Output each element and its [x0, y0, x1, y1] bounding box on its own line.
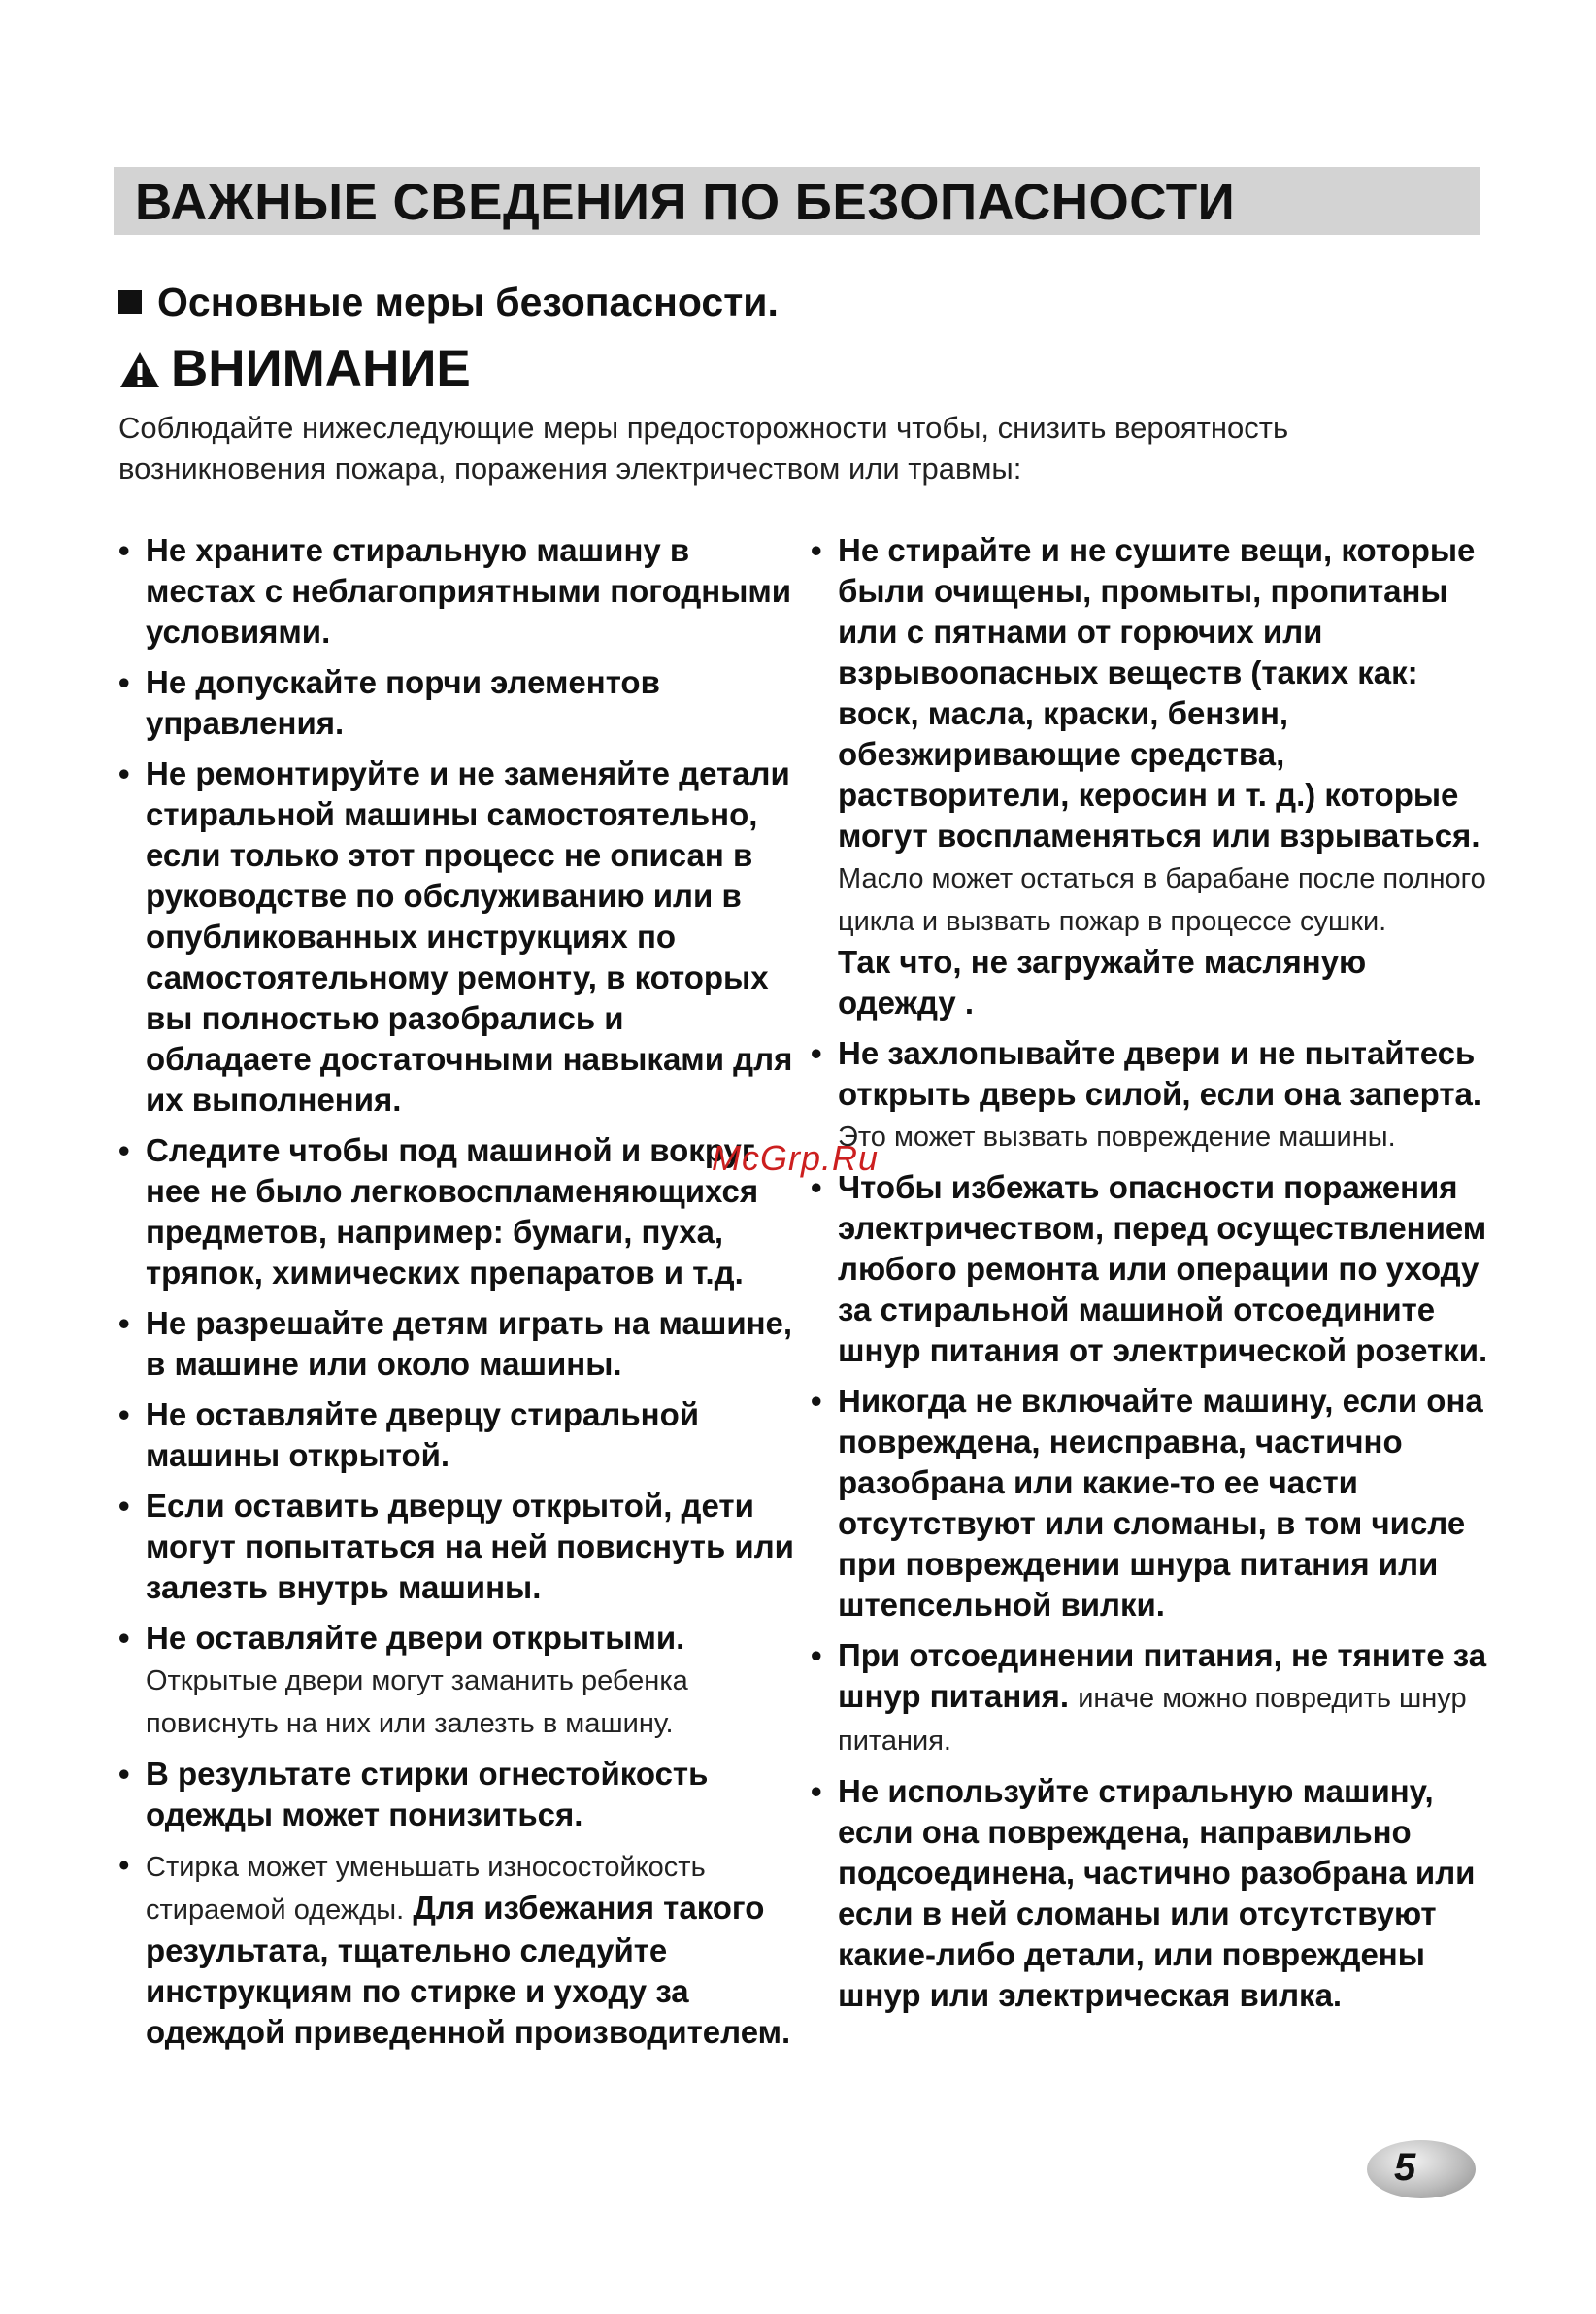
bullet-icon: •	[118, 1620, 130, 1656]
page-title: ВАЖНЫЕ СВЕДЕНИЯ ПО БЕЗОПАСНОСТИ	[135, 174, 1236, 231]
bullet-icon: •	[118, 1488, 130, 1524]
list-item: • Следите чтобы под машиной и вокруг нее не было легковоспламеняющихся предметов, например: бумаги, пуха, тряпок, химических препаратов и т.д.	[118, 1132, 759, 1291]
bullet-icon: •	[811, 1169, 822, 1205]
section-heading	[118, 275, 779, 329]
list-item: • Чтобы избежать опасности поражения электричеством, перед осуществлением любого ремонта или операции по уходу за стиральной машиной отсоедините шнур питания от электрической розетки.	[811, 1169, 1488, 1368]
page-number-badge	[1367, 2140, 1483, 2202]
list-item: • Не допускайте порчи элементов управления.	[118, 664, 660, 741]
list-item: • Если оставить дверцу открытой, дети могут попытаться на ней повиснуть или залезть внутрь машины.	[118, 1488, 794, 1605]
bullet-icon: •	[811, 1383, 822, 1419]
bullet-icon: •	[811, 532, 822, 568]
list-item: • В результате стирки огнестойкость одежды может понизиться.	[118, 1756, 709, 1832]
list-item: • Не захлопывайте двери и не пытайтесь открыть дверь силой, если она заперта. Это может вызвать повреждение машины.	[811, 1035, 1481, 1153]
warning-title: ВНИМАНИЕ	[171, 340, 471, 397]
left-column	[118, 530, 798, 2062]
bullet-icon: •	[118, 1847, 130, 1883]
list-item: • Стирка может уменьшать износостойкость стираемой одежды. Для избежания такого результата, тщательно следуйте инструкциям по стирке и уходу за одеждой приведенной производителем.	[118, 1847, 791, 2050]
header-bar	[114, 167, 1480, 235]
bullet-icon: •	[118, 664, 130, 700]
list-item: • При отсоединении питания, не тяните за шнур питания. иначе можно повредить шнур питания.	[811, 1637, 1487, 1757]
bullet-icon: •	[118, 1132, 130, 1168]
page-number: 5	[1394, 2146, 1416, 2189]
bullet-icon: •	[118, 532, 130, 568]
right-column	[811, 530, 1490, 2026]
bullet-icon: •	[811, 1035, 822, 1071]
list-item: • Не ремонтируйте и не заменяйте детали стиральной машины самостоятельно, если только этот процесс не описан в руководстве по обслуживанию или в опубликованных инструкциях по самостоятельному ремонту, в которых вы полностью разобрались и обладаете достаточными навыками для их выполнения.	[118, 755, 793, 1118]
list-item: • Не стирайте и не сушите вещи, которые были очищены, промыты, пропитаны или с пятнами от горючих или взрывоопасных веществ (таких как: воск, масла, краски, бензин, обезжиривающие средства, растворители, керосин и т. д.) которые могут воспламеняться или взрываться. Масло может остаться в барабане после полного цикла и вызвать пожар в процессе сушки. Так что, не загружайте масляную одежду .	[811, 532, 1486, 1021]
list-item: • Не разрешайте детям играть на машине, в машине или около машины.	[118, 1305, 793, 1382]
page-number-disc	[1367, 2140, 1476, 2198]
list-item: • Не оставляйте двери открытыми. Открытые двери могут заманить ребенка повиснуть на них или залезть в машину.	[118, 1620, 688, 1739]
bullet-icon: •	[811, 1773, 822, 1809]
square-bullet-icon	[118, 290, 142, 314]
bullet-icon: •	[118, 1756, 130, 1792]
warning-triangle-icon	[118, 351, 161, 389]
watermark: McGrp.Ru	[712, 1138, 880, 1178]
bullet-icon: •	[118, 755, 130, 791]
list-item: • Никогда не включайте машину, если она повреждена, неисправна, частично разобрана или какие-то ее части отсутствуют или сломаны, в том числе при повреждении шнура питания или штепсельной вилки.	[811, 1383, 1483, 1623]
bullet-icon: •	[118, 1396, 130, 1432]
bullet-icon: •	[811, 1637, 822, 1673]
warning-heading	[118, 338, 471, 400]
list-item: • Не храните стиральную машину в местах с неблагоприятными погодными условиями.	[118, 532, 792, 650]
list-item: • Не оставляйте дверцу стиральной машины открытой.	[118, 1396, 700, 1473]
warning-intro: Соблюдайте нижеследующие меры предосторожности чтобы, снизить вероятность возникновения пожара, поражения электричеством или травмы:	[118, 411, 1289, 486]
list-item: • Не используйте стиральную машину, если она повреждена, направильно подсоединена, частично разобрана или если в ней сломаны или отсутствуют какие-либо детали, или повреждены шнур или электрическая вилка.	[811, 1773, 1476, 2013]
bullet-icon: •	[118, 1305, 130, 1341]
section-heading-text: Основные меры безопасности.	[157, 280, 779, 324]
